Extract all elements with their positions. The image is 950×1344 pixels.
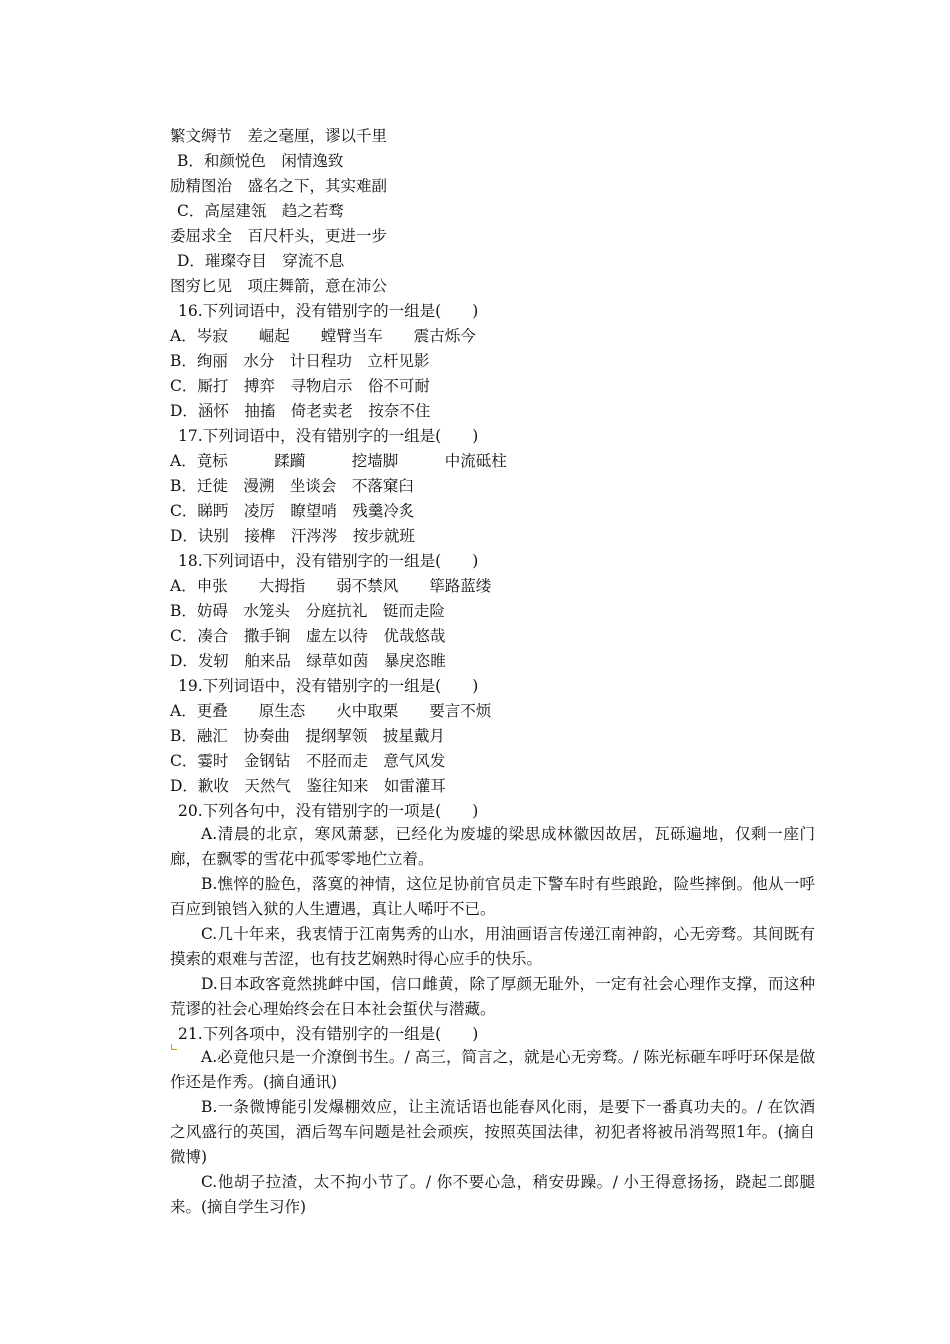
question-stem: 18.下列词语中，没有错别字的一组是( ) xyxy=(178,552,479,570)
text-line: C．高屋建瓴 趋之若骛 xyxy=(177,202,344,220)
text-line: 励精图治 盛名之下，其实难副 xyxy=(170,177,388,195)
answer-option: A．岑寂 崛起 螳臂当车 震古烁今 xyxy=(170,327,476,345)
text-line: D．璀璨夺目 穿流不息 xyxy=(177,252,345,270)
answer-paragraph: C.他胡子拉渣，太不拘小节了。/ 你不要心急，稍安毋躁。/ 小王得意扬扬，跷起二郎腿来。(摘自学生习作) xyxy=(170,1173,815,1216)
answer-paragraph: A.清晨的北京，寒风萧瑟，已经化为废墟的梁思成林徽因故居，瓦砾遍地，仅剩一座门廊，在飘零的雪花中孤零零地伫立着。 xyxy=(170,825,815,868)
answer-option: C．睇眄 凌厉 瞭望哨 残羹冷炙 xyxy=(170,502,415,520)
answer-option: B．融汇 协奏曲 提纲挈领 披星戴月 xyxy=(170,727,445,745)
text-line: B．和颜悦色 闲情逸致 xyxy=(177,152,344,170)
answer-option: B．绚丽 水分 计日程功 立杆见影 xyxy=(170,352,430,370)
answer-option: D．歉收 天然气 鉴往知来 如雷灌耳 xyxy=(170,777,446,795)
text-line: 繁文缛节 差之毫厘，谬以千里 xyxy=(170,127,388,145)
answer-paragraph: D.日本政客竟然挑衅中国，信口雌黄，除了厚颜无耻外，一定有社会心理作支撑，而这种荒谬的社会心理始终会在日本社会蜇伏与潜藏。 xyxy=(170,975,815,1018)
answer-option: D．诀别 接榫 汗涔涔 按步就班 xyxy=(170,527,415,545)
question-stem: 16.下列词语中，没有错别字的一组是( ) xyxy=(178,302,479,320)
answer-option: A．竟标 蹂躏 挖墙脚 中流砥柱 xyxy=(170,452,507,470)
answer-option: D．发轫 舶来品 绿草如茵 暴戾恣睢 xyxy=(170,652,446,670)
answer-option: A．更叠 原生态 火中取栗 要言不烦 xyxy=(170,702,492,720)
answer-option: B．迁徙 漫溯 坐谈会 不落窠臼 xyxy=(170,477,414,495)
text-line: 委屈求全 百尺杆头，更进一步 xyxy=(170,227,388,245)
question-stem: 17.下列词语中，没有错别字的一组是( ) xyxy=(178,427,479,445)
answer-paragraph: A.必竟他只是一介潦倒书生。/ 高三，简言之，就是心无旁骛。/ 陈光标砸车呼吁环保是做作还是作秀。(摘自通讯) xyxy=(170,1048,815,1091)
answer-option: C．霎时 金钢钻 不胫而走 意气风发 xyxy=(170,752,446,770)
answer-paragraph: B.憔悴的脸色，落寞的神情，这位足协前官员走下警车时有些踉跄，险些摔倒。他从一呼百应到锒铛入狱的人生遭遇，真让人唏吁不已。 xyxy=(170,875,815,918)
answer-paragraph: C.几十年来，我衷情于江南隽秀的山水，用油画语言传递江南神韵，心无旁骛。其间既有摸索的艰难与苦涩，也有技艺娴熟时得心应手的快乐。 xyxy=(170,925,815,968)
answer-option: C．凑合 撒手锏 虚左以待 优哉悠哉 xyxy=(170,627,446,645)
answer-option: B．妨碍 水笼头 分庭抗礼 铤而走险 xyxy=(170,602,445,620)
question-stem: 20.下列各句中，没有错别字的一项是( ) xyxy=(178,802,479,820)
question-stem: 21.下列各项中，没有错别字的一组是( ) xyxy=(178,1025,479,1043)
answer-option: C．厮打 搏弈 寻物启示 俗不可耐 xyxy=(170,377,430,395)
question-stem: 19.下列词语中，没有错别字的一组是( ) xyxy=(178,677,479,695)
answer-option: A．申张 大拇指 弱不禁风 筚路蓝缕 xyxy=(170,577,492,595)
text-line: 图穷匕见 项庄舞箭，意在沛公 xyxy=(170,277,388,295)
answer-option: D．涵怀 抽搐 倚老卖老 按奈不住 xyxy=(170,402,431,420)
answer-paragraph: B.一条微博能引发爆棚效应，让主流话语也能春风化雨，是要下一番真功夫的。/ 在饮酒之风盛行的英国，酒后驾车问题是社会顽疾，按照英国法律，初犯者将被吊消驾照1年。(摘自微博) xyxy=(170,1098,815,1166)
